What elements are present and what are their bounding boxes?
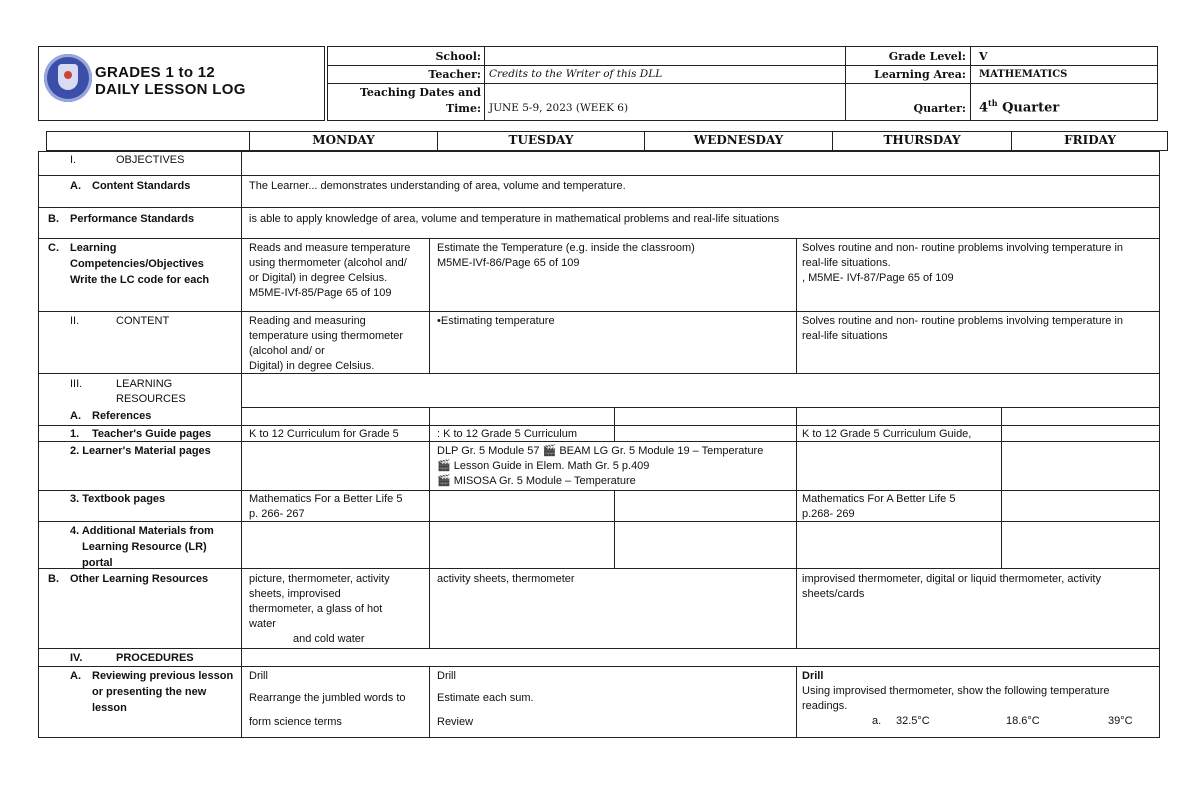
lc-tuesday-line: M5ME-IVf-86/Page 65 of 109 xyxy=(437,257,580,269)
area-field[interactable]: MATHEMATICS xyxy=(979,69,1068,80)
lc-label-1: Learning xyxy=(70,242,117,254)
tg-num: 1. xyxy=(70,428,80,440)
content-monday-line: temperature using thermometer xyxy=(249,330,404,342)
lc-thursday xyxy=(802,241,1123,286)
lc-thursday-line: real-life situations. xyxy=(802,257,891,269)
lm-tuesday-line: 🎬 Lesson Guide in Elem. Math Gr. 5 p.409 xyxy=(437,460,650,472)
lc-thursday-line: Solves routine and non- routine problems involving temperature in xyxy=(802,242,1124,254)
review-num: A. xyxy=(70,670,81,682)
tg-thursday: K to 12 Grade 5 Curriculum Guide, xyxy=(802,428,972,440)
dates-field[interactable]: JUNE 5-9, 2023 (WEEK 6) xyxy=(489,102,629,114)
lc-monday xyxy=(249,241,410,301)
objectives-title: OBJECTIVES xyxy=(116,154,185,166)
lc-monday-line: M5ME-IVf-85/Page 65 of 109 xyxy=(249,287,392,299)
review-monday xyxy=(249,669,406,730)
content-monday xyxy=(249,314,403,374)
am-label-2: Learning Resource (LR) xyxy=(82,541,207,553)
lm-tuesday xyxy=(437,444,763,489)
teacher-field[interactable]: Credits to the Writer of this DLL xyxy=(489,68,663,80)
tb-thursday-line: p.268- 269 xyxy=(802,508,855,520)
content-standards-value: The Learner... demonstrates understanding of area, volume and temperature. xyxy=(249,180,626,192)
review-thursday-readings xyxy=(802,714,1133,729)
olr-thursday xyxy=(802,572,1101,602)
content-standards-num: A. xyxy=(70,180,81,192)
day-tuesday: TUESDAY xyxy=(508,133,574,147)
olr-monday-line: water xyxy=(249,618,276,630)
olr-num: B. xyxy=(48,573,59,585)
grade-field[interactable]: V xyxy=(979,50,988,63)
content-standards-title: Content Standards xyxy=(92,180,191,192)
day-friday: FRIDAY xyxy=(1064,133,1116,147)
deped-seal-icon xyxy=(44,54,92,102)
review-thursday-line: readings. xyxy=(802,700,848,712)
review-thursday-line: Drill xyxy=(802,670,824,682)
performance-standards-value: is able to apply knowledge of area, volume and temperature in mathematical problems and real-life situations xyxy=(249,213,780,225)
header-title-line1: GRADES 1 to 12 xyxy=(95,64,216,81)
teacher-label: Teacher: xyxy=(428,68,481,81)
olr-monday xyxy=(249,572,390,647)
school-label: School: xyxy=(435,50,481,63)
lc-monday-line: Reads and measure temperature xyxy=(249,242,411,254)
day-monday: MONDAY xyxy=(312,133,375,147)
procedures-num: IV. xyxy=(70,652,83,664)
objectives-label xyxy=(70,153,184,168)
content-monday-line: Reading and measuring xyxy=(249,315,366,327)
objectives-num: I. xyxy=(70,154,77,166)
resources-num: III. xyxy=(70,378,83,390)
performance-standards-title: Performance Standards xyxy=(70,213,195,225)
quarter-field[interactable] xyxy=(979,98,1059,115)
lc-label-2: Competencies/Objectives xyxy=(70,258,204,270)
review-monday-line: form science terms xyxy=(249,716,342,728)
performance-standards-num: B. xyxy=(48,213,59,225)
content-standards-label xyxy=(70,179,190,194)
am-label-1: 4. Additional Materials from xyxy=(70,525,214,537)
tb-monday-line: p. 266- 267 xyxy=(249,508,305,520)
reading-item-num: a. xyxy=(872,715,882,727)
olr-monday-line: sheets, improvised xyxy=(249,588,341,600)
reading-value-1: 32.5°C xyxy=(896,715,930,727)
review-monday-line: Rearrange the jumbled words to xyxy=(249,692,406,704)
olr-tuesday: activity sheets, thermometer xyxy=(437,573,575,585)
quarter-suffix: th xyxy=(988,98,998,108)
olr-label xyxy=(48,572,208,587)
tb-thursday xyxy=(802,492,955,522)
content-thursday-line: real-life situations xyxy=(802,330,888,342)
content-title: CONTENT xyxy=(116,315,170,327)
dates-label-1: Teaching Dates and xyxy=(359,86,481,99)
tg-tuesday: : K to 12 Grade 5 Curriculum xyxy=(437,428,578,440)
references-title: References xyxy=(92,410,152,422)
olr-monday-line: thermometer, a glass of hot xyxy=(249,603,383,615)
lc-tuesday xyxy=(437,241,695,271)
lc-monday-line: using thermometer (alcohol and/ xyxy=(249,257,407,269)
content-tuesday: •Estimating temperature xyxy=(437,315,555,327)
day-wednesday: WEDNESDAY xyxy=(693,133,784,147)
lc-thursday-line: , M5ME- IVf-87/Page 65 of 109 xyxy=(802,272,954,284)
olr-thursday-line: improvised thermometer, digital or liquid thermometer, activity xyxy=(802,573,1101,585)
olr-monday-line: picture, thermometer, activity xyxy=(249,573,390,585)
tb-monday-line: Mathematics For a Better Life 5 xyxy=(249,493,403,505)
olr-monday-line: and cold water xyxy=(293,633,365,645)
procedures-label xyxy=(70,651,194,666)
reading-value-3: 39°C xyxy=(1108,715,1133,727)
review-thursday xyxy=(802,669,1133,729)
review-tuesday-line: Drill xyxy=(437,670,456,682)
tb-monday xyxy=(249,492,402,522)
quarter-word: Quarter xyxy=(1002,100,1060,116)
procedures-title: PROCEDURES xyxy=(116,652,194,664)
review-label-1: Reviewing previous lesson xyxy=(92,670,234,682)
am-label-3: portal xyxy=(82,557,113,569)
reading-value-2: 18.6°C xyxy=(1006,715,1040,727)
lc-monday-line: or Digital) in degree Celsius. xyxy=(249,272,388,284)
content-monday-line: (alcohol and/ or xyxy=(249,345,325,357)
tg-label xyxy=(70,427,211,442)
review-label-3: lesson xyxy=(92,702,127,714)
performance-standards-label xyxy=(48,212,194,227)
school-field[interactable] xyxy=(489,49,839,63)
references-num: A. xyxy=(70,410,81,422)
review-tuesday-line: Review xyxy=(437,716,474,728)
quarter-label: Quarter: xyxy=(913,102,966,115)
quarter-number: 4 xyxy=(979,100,989,116)
content-label xyxy=(70,314,169,329)
lc-label-3: Write the LC code for each xyxy=(70,274,210,286)
lc-num: C. xyxy=(48,242,59,254)
tg-monday: K to 12 Curriculum for Grade 5 xyxy=(249,428,399,440)
lc-tuesday-line: Estimate the Temperature (e.g. inside the classroom) xyxy=(437,242,695,254)
review-label-2: or presenting the new xyxy=(92,686,207,698)
area-label: Learning Area: xyxy=(874,68,966,81)
resources-label-2: RESOURCES xyxy=(116,393,186,405)
lm-tuesday-line: 🎬 MISOSA Gr. 5 Module – Temperature xyxy=(437,475,636,487)
references-label xyxy=(70,409,151,424)
dates-label-2: Time: xyxy=(445,102,481,115)
tb-label: 3. Textbook pages xyxy=(70,493,166,505)
header-title-line2: DAILY LESSON LOG xyxy=(95,81,246,98)
tb-thursday-line: Mathematics For A Better Life 5 xyxy=(802,493,956,505)
review-tuesday xyxy=(437,669,534,730)
olr-thursday-line: sheets/cards xyxy=(802,588,865,600)
content-num: II. xyxy=(70,315,80,327)
day-thursday: THURSDAY xyxy=(883,133,961,147)
content-monday-line: Digital) in degree Celsius. xyxy=(249,360,375,372)
lm-tuesday-line: DLP Gr. 5 Module 57 🎬 BEAM LG Gr. 5 Module 19 – Temperature xyxy=(437,445,764,457)
tg-title: Teacher's Guide pages xyxy=(92,428,212,440)
content-thursday-line: Solves routine and non- routine problems involving temperature in xyxy=(802,315,1124,327)
review-thursday-line: Using improvised thermometer, show the following temperature xyxy=(802,685,1110,697)
grade-label: Grade Level: xyxy=(888,50,966,63)
content-thursday xyxy=(802,314,1123,344)
resources-label-1: LEARNING xyxy=(116,378,173,390)
lm-label: 2. Learner's Material pages xyxy=(70,445,211,457)
olr-title: Other Learning Resources xyxy=(70,573,209,585)
review-tuesday-line: Estimate each sum. xyxy=(437,692,534,704)
review-monday-line: Drill xyxy=(249,670,268,682)
